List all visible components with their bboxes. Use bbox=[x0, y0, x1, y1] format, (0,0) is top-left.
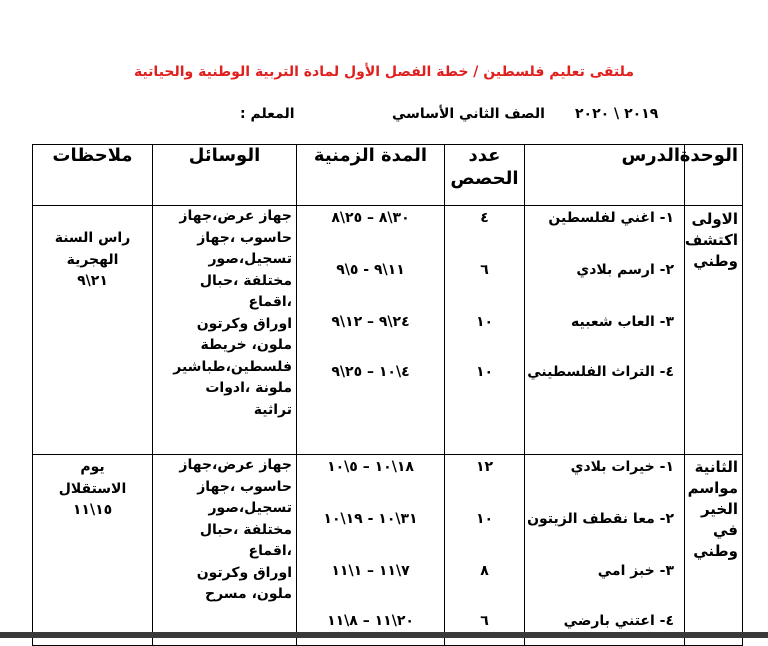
unit-2-line: مواسم bbox=[687, 479, 738, 497]
periods-value: ١٠ bbox=[475, 314, 494, 330]
periods-value: ٤ bbox=[480, 210, 489, 226]
lesson-item: ٣- خبز امي bbox=[597, 563, 674, 579]
periods-value: ١٢ bbox=[475, 459, 494, 475]
header-periods-line2: الحصص bbox=[450, 167, 519, 189]
page-bottom-edge bbox=[0, 632, 768, 638]
lesson-item: ٢- معا نقطف الزيتون bbox=[527, 511, 674, 527]
tools-line: فلسطين،طباشير bbox=[173, 358, 292, 375]
lesson-item: ٢- ارسم بلادي bbox=[576, 262, 674, 278]
periods-value: ١٠ bbox=[475, 511, 494, 527]
tools-line: مختلفة ،حبال bbox=[199, 521, 292, 538]
table-row-unit-2 bbox=[33, 455, 743, 646]
tools-line: تسجيل،صور bbox=[208, 251, 292, 267]
teacher-label: المعلم : bbox=[240, 106, 295, 122]
unit-1-line: وطني bbox=[693, 252, 738, 270]
tools-line: تسجيل،صور bbox=[208, 500, 292, 516]
unit-2-lessons bbox=[525, 455, 685, 646]
unit-2-name bbox=[685, 455, 743, 646]
grade-label: الصف الثاني الأساسي bbox=[392, 106, 545, 122]
tools-line: ،اقماع bbox=[248, 294, 292, 310]
unit-1-lessons bbox=[525, 206, 685, 455]
unit-1-line: اكتشف bbox=[684, 231, 738, 249]
duration-value: ٣٠\٨ – ٢٥\٨ bbox=[331, 210, 410, 226]
tools-line: اوراق وكرتون bbox=[196, 315, 292, 332]
notes-line: راس السنة bbox=[54, 230, 131, 246]
duration-value: ٢٠\١١ – ٨\١١ bbox=[327, 613, 414, 629]
notes-line: يوم bbox=[80, 459, 105, 475]
duration-value: ٧\١١ – ١\١١ bbox=[331, 563, 410, 579]
header-duration: المدة الزمنية bbox=[297, 145, 445, 206]
unit-1-line: الاولى bbox=[691, 210, 738, 228]
tools-line: ملون، مسرح bbox=[204, 586, 292, 602]
lesson-item: ٤- اعتني بارضي bbox=[563, 613, 674, 629]
unit-1-name bbox=[685, 206, 743, 455]
unit-1-periods bbox=[445, 206, 525, 455]
tools-line: تراثية bbox=[253, 401, 292, 418]
lesson-item: ٣- العاب شعبيه bbox=[571, 314, 674, 330]
tools-line: حاسوب ،جهاز bbox=[197, 478, 292, 495]
tools-line: ملون، خريطة bbox=[200, 337, 292, 353]
tools-line: جهاز عرض،جهاز bbox=[179, 457, 292, 473]
unit-1-tools bbox=[153, 206, 297, 455]
lesson-item: ١- خيرات بلادي bbox=[570, 459, 674, 475]
header-notes: ملاحظات bbox=[33, 145, 153, 206]
periods-value: ٨ bbox=[480, 563, 489, 579]
notes-line: ٢١\٩ bbox=[77, 273, 108, 289]
unit-1-duration bbox=[297, 206, 445, 455]
tools-line: حاسوب ،جهاز bbox=[197, 229, 292, 246]
duration-value: ٤\١٠ – ٢٥\٩ bbox=[331, 364, 410, 380]
periods-value: ٦ bbox=[480, 262, 489, 278]
duration-value: ١٨\١٠ – ٥\١٠ bbox=[327, 459, 414, 475]
periods-value: ١٠ bbox=[475, 364, 494, 380]
header-lesson: الدرس bbox=[525, 145, 685, 206]
notes-line: ١٥\١١ bbox=[72, 502, 113, 518]
header-periods bbox=[445, 145, 525, 206]
plan-table bbox=[32, 144, 743, 646]
header-periods-line1: عدد bbox=[468, 145, 501, 166]
lesson-item: ١- اغني لفلسطين bbox=[548, 210, 674, 226]
table-header-row bbox=[33, 145, 743, 206]
lesson-item: ٤- التراث الفلسطيني bbox=[527, 364, 674, 380]
unit-2-line: في bbox=[713, 521, 738, 539]
header-unit: الوحدة bbox=[685, 145, 743, 206]
duration-value: ١١\٩ - ٥\٩ bbox=[336, 262, 405, 278]
tools-line: ،اقماع bbox=[248, 543, 292, 559]
tools-line: اوراق وكرتون bbox=[196, 564, 292, 581]
unit-2-notes bbox=[33, 455, 153, 646]
duration-value: ٢٤\٩ – ١٢\٩ bbox=[331, 314, 410, 330]
unit-2-line: الخير bbox=[700, 500, 738, 518]
tools-line: ملونة ،ادوات bbox=[205, 380, 292, 396]
notes-line: الهجرية bbox=[66, 251, 119, 268]
unit-2-periods bbox=[445, 455, 525, 646]
unit-2-line: الثانية bbox=[694, 458, 738, 476]
unit-2-tools bbox=[153, 455, 297, 646]
table-row-unit-1 bbox=[33, 206, 743, 455]
periods-value: ٦ bbox=[480, 613, 489, 629]
school-year: ٢٠١٩ \ ٢٠٢٠ bbox=[575, 106, 659, 122]
header-tools: الوسائل bbox=[153, 145, 297, 206]
tools-line: جهاز عرض،جهاز bbox=[179, 208, 292, 224]
tools-line: مختلفة ،حبال bbox=[199, 272, 292, 289]
unit-2-line: وطني bbox=[693, 542, 738, 560]
unit-1-notes bbox=[33, 206, 153, 455]
duration-value: ٣١\١٠ - ١٩\١٠ bbox=[323, 511, 418, 527]
unit-2-duration bbox=[297, 455, 445, 646]
document-title: ملتقى تعليم فلسطين / خطة الفصل الأول لمادة التربية الوطنية والحياتية bbox=[133, 64, 635, 80]
notes-line: الاستقلال bbox=[58, 480, 127, 497]
